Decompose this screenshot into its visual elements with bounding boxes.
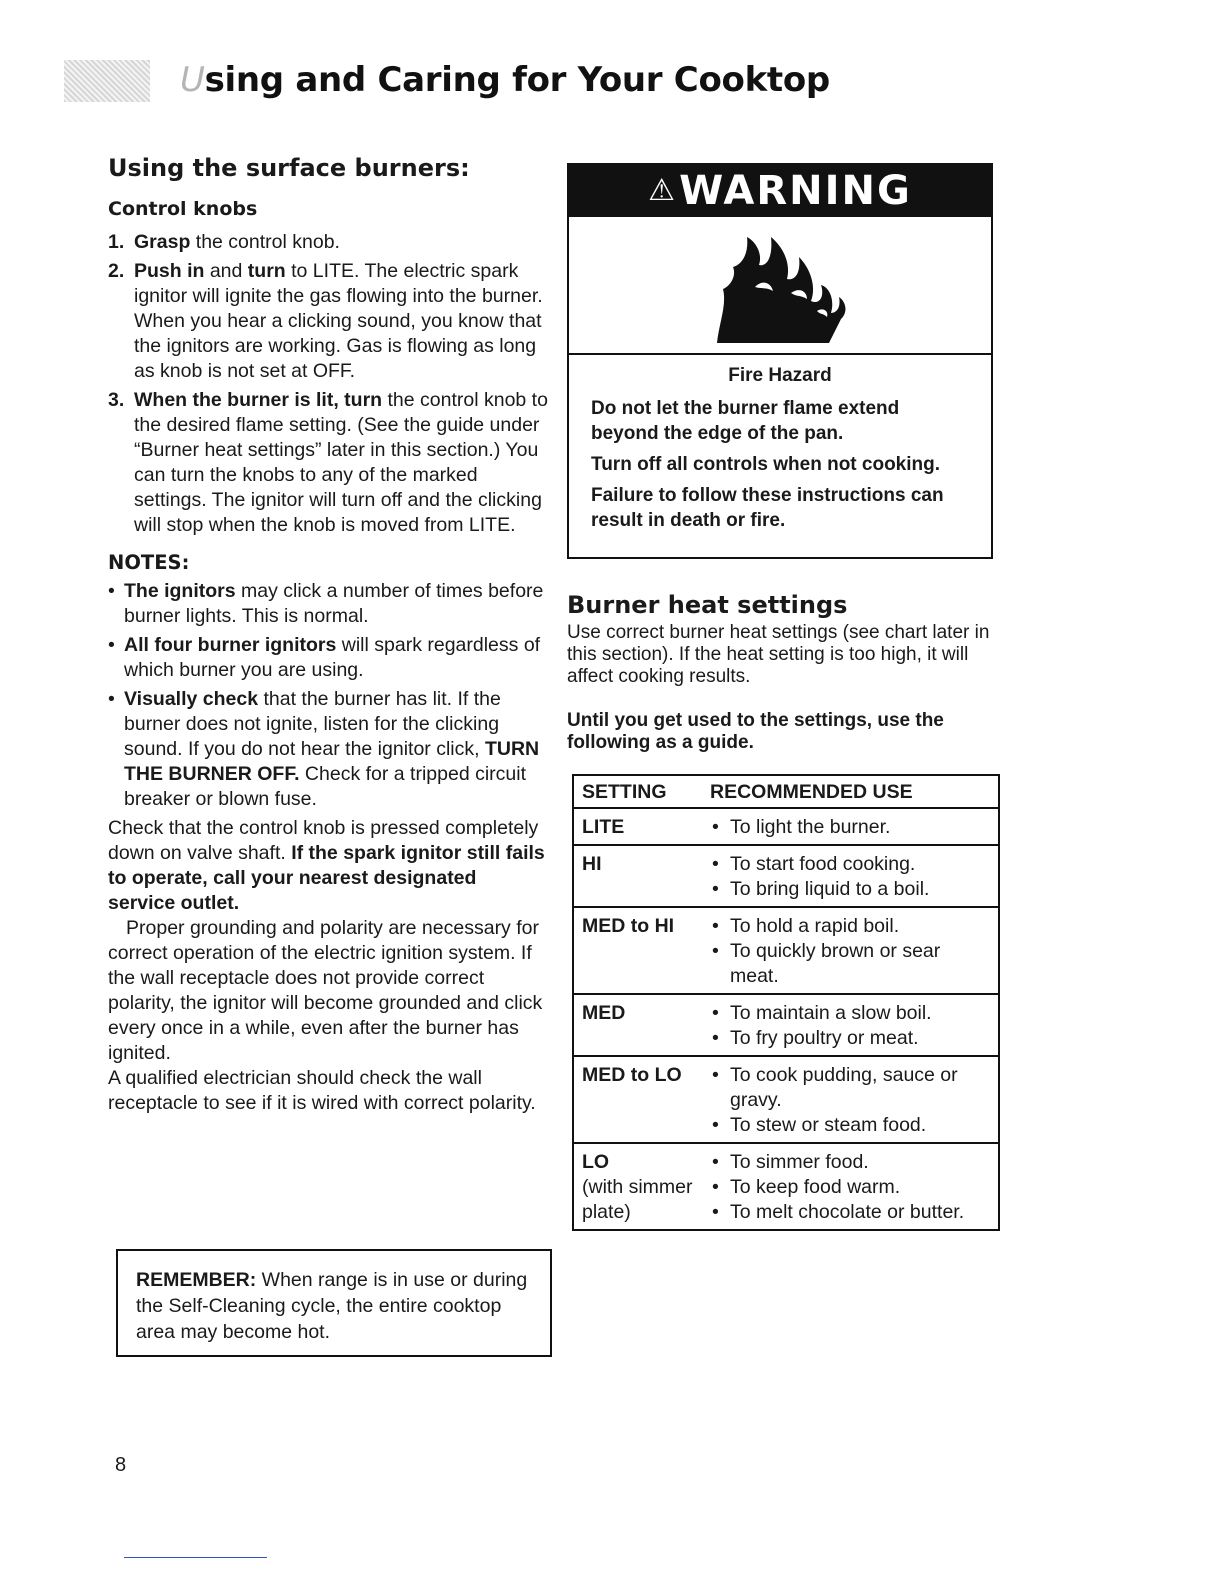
- table-row: [574, 1055, 998, 1142]
- table-header-setting: SETTING: [582, 781, 667, 803]
- warning-triangle-icon: ⚠: [648, 173, 678, 208]
- setting-cell: HI: [582, 853, 602, 875]
- warning-line: Failure to follow these instructions can result in death or fire.: [591, 485, 944, 531]
- table-row: [574, 844, 998, 906]
- use-item: • To cook pudding, sauce or gravy.: [710, 1063, 990, 1113]
- header-decoration: [64, 60, 150, 102]
- warning-body: [569, 355, 991, 533]
- subheading-control-knobs: Control knobs: [108, 198, 258, 220]
- warning-line: Turn off all controls when not cooking.: [591, 454, 941, 475]
- use-item: • To stew or steam food.: [710, 1113, 990, 1138]
- table-row: [574, 993, 998, 1055]
- note-item: • The ignitors may click a number of times before burner lights. This is normal.: [108, 580, 544, 627]
- remember-text: When range is in use or during the Self-Cleaning cycle, the entire cooktop area may become hot.: [136, 1269, 528, 1343]
- burner-heat-intro: Use correct burner heat settings (see chart later in this section). If the heat setting is too high, it will affect cooking results.: [567, 622, 990, 687]
- setting-cell: MED to LO: [582, 1064, 682, 1086]
- step-item: 1. Grasp the control knob.: [108, 231, 340, 253]
- burner-heat-guide: Until you get used to the settings, use the following as a guide.: [567, 710, 944, 753]
- step-item: 2. Push in and turn to LITE. The electric spark ignitor will ignite the gas flowing into the burner. When you hear a clicking sound, you know that the ignitors are working. Gas is flowing as long as knob is not set at OFF.: [108, 260, 543, 382]
- note-item: • All four burner ignitors will spark regardless of which burner you are using.: [108, 634, 541, 681]
- burner-heat-heading: Burner heat settings: [567, 591, 848, 619]
- use-item: • To keep food warm.: [710, 1175, 990, 1200]
- table-header-use: RECOMMENDED USE: [710, 781, 913, 803]
- setting-cell: LITE: [582, 816, 625, 838]
- remember-box: [116, 1249, 552, 1357]
- warning-header: ⚠WARNING: [569, 165, 991, 217]
- electrician-paragraph: A qualified electrician should check the wall receptacle to see if it is wired with correct polarity.: [108, 1067, 536, 1114]
- warning-box: [567, 163, 993, 559]
- steps-list: [108, 230, 548, 538]
- settings-table: [572, 774, 1000, 1231]
- page-number: 8: [115, 1454, 127, 1476]
- remember-label: REMEMBER:: [136, 1269, 257, 1291]
- footer-line: [124, 1557, 267, 1558]
- table-row: [574, 807, 998, 844]
- left-column: [108, 156, 548, 1116]
- fire-hazard-icon-area: [569, 217, 991, 355]
- warning-line: Do not let the burner flame extend beyond the edge of the pan.: [591, 398, 900, 444]
- setting-cell: MED to HI: [582, 915, 675, 937]
- table-row: [574, 1142, 998, 1229]
- fire-icon: [711, 227, 851, 345]
- note-item: • Visually check that the burner has lit. If the burner does not ignite, listen for the clicking sound. If you do not hear the ignitor click, TURN THE BURNER OFF. Check for a tripped circuit breaker or blown fuse.: [108, 688, 540, 810]
- setting-note: (with simmer plate): [582, 1176, 693, 1223]
- section-heading: Using the surface burners:: [108, 154, 470, 182]
- use-item: • To start food cooking.: [710, 852, 990, 877]
- notes-heading: NOTES:: [108, 551, 190, 574]
- table-row: [574, 906, 998, 993]
- grounding-paragraph: Proper grounding and polarity are necessary for correct operation of the electric ignition system. If the wall receptacle does not provide correct polarity, the ignitor will become grounded and click every once in a while, even after the burner has ignited.: [108, 917, 543, 1064]
- page-title: Using and Caring for Your Cooktop: [180, 60, 830, 100]
- use-item: • To simmer food.: [710, 1150, 990, 1175]
- use-item: • To maintain a slow boil.: [710, 1001, 990, 1026]
- setting-cell: LO: [582, 1151, 610, 1173]
- fire-hazard-label: Fire Hazard: [728, 365, 832, 386]
- use-item: • To hold a rapid boil.: [710, 914, 990, 939]
- use-item: • To light the burner.: [710, 815, 990, 840]
- use-item: • To fry poultry or meat.: [710, 1026, 990, 1051]
- burner-heat-section: [567, 591, 1002, 754]
- setting-cell: MED: [582, 1002, 626, 1024]
- use-item: • To melt chocolate or butter.: [710, 1200, 990, 1225]
- check-paragraph: Check that the control knob is pressed completely down on valve shaft. If the spark ignitor still fails to operate, call your nearest designated service outlet.: [108, 817, 545, 914]
- table-header-row: [574, 776, 998, 807]
- step-item: 3. When the burner is lit, turn the control knob to the desired flame setting. (See the guide under “Burner heat settings” later in this section.) You can turn the knobs to any of the marked settings. The ignitor will turn off and the clicking will stop when the knob is moved from LITE.: [108, 389, 548, 536]
- use-item: • To quickly brown or sear meat.: [710, 939, 990, 989]
- notes-list: [108, 579, 548, 812]
- use-item: • To bring liquid to a boil.: [710, 877, 990, 902]
